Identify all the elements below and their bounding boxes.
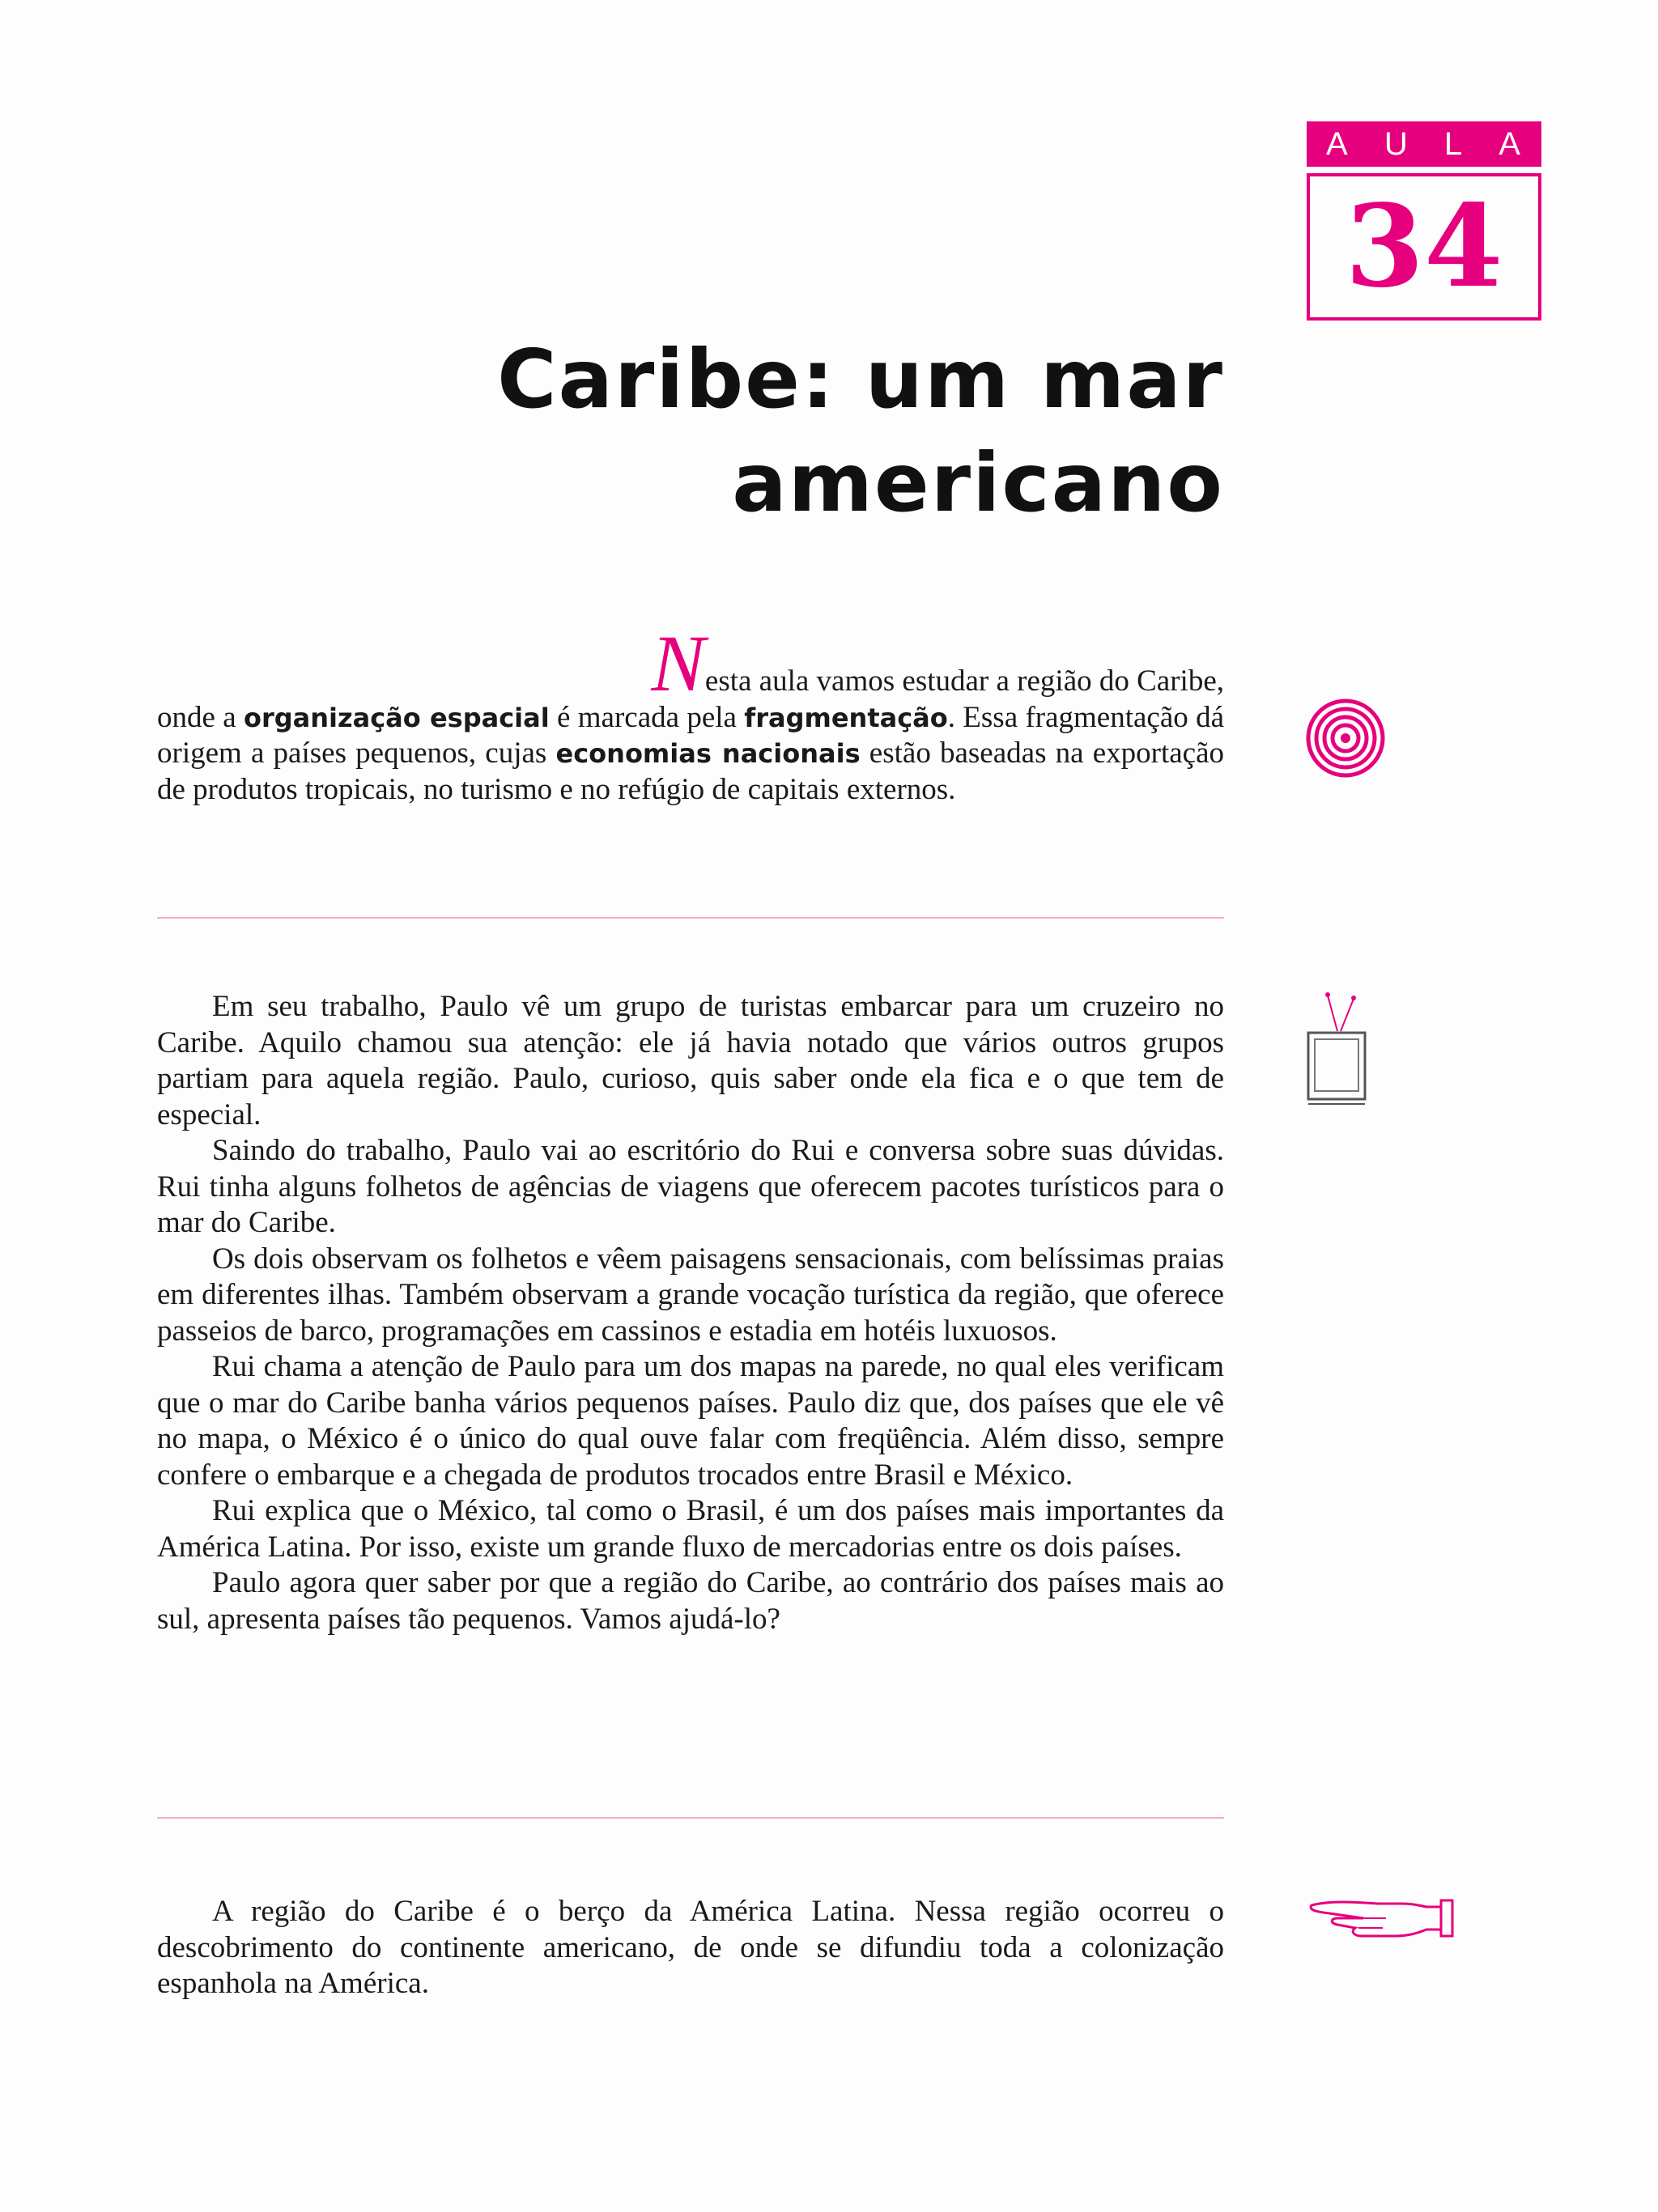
title-line-1: Caribe: um mar — [497, 332, 1224, 427]
intro-text: é marcada pela — [549, 700, 745, 734]
story-paragraph: Saindo do trabalho, Paulo vai ao escritório do Rui e conversa sobre suas dúvidas. Rui tinha alguns folhetos de agências de viagens que oferecem pacotes turísticos para o mar do Caribe. — [157, 1134, 1224, 1239]
section-divider — [157, 1817, 1224, 1819]
intro-paragraph — [157, 618, 1225, 808]
drop-cap: N — [651, 618, 705, 708]
pointing-hand-icon — [1305, 1894, 1467, 1942]
story-section — [157, 989, 1224, 1637]
keyword: fragmentação — [744, 702, 948, 733]
aula-letter: U — [1384, 125, 1409, 162]
intro-text: estão baseadas na exportação de produtos tropicais, no turismo e no refúgio de capitais externos. — [157, 737, 1225, 806]
keyword: economias nacionais — [555, 738, 861, 769]
story-paragraph: Em seu trabalho, Paulo vê um grupo de turistas embarcar para um cruzeiro no Caribe. Aquilo chamou sua atenção: ele já havia notado que vários outros grupos partiam para aquela região. Paulo, curioso, quis saber onde ela fica e o que tem de especial. — [157, 990, 1224, 1131]
intro-line-1: esta aula vamos estudar a região do Caribe, — [704, 664, 1224, 698]
intro-text: onde a — [157, 700, 244, 734]
story-paragraph: Rui chama a atenção de Paulo para um dos mapas na parede, no qual eles verificam que o mar do Caribe banha vários pequenos países. Paulo diz que, dos países que ele vê no mapa, o México é o único do qual ouve falar com freqüência. Além disso, sempre confere o embarque e a chegada de produtos trocados entre Brasil e México. — [157, 1350, 1224, 1492]
aula-letter: A — [1326, 125, 1350, 162]
intro-first-line — [157, 618, 1224, 708]
story-paragraph: Os dois observam os folhetos e vêem paisagens sensacionais, com belíssimas praias em diferentes ilhas. Também observam a grande vocação turística da região, que oferece passeios de barco, programações em cassinos e estadia em hotéis luxuosos. — [157, 1242, 1224, 1348]
aula-number: 34 — [1345, 180, 1503, 313]
closing-paragraph: A região do Caribe é o berço da América Latina. Nessa região ocorreu o descobrimento do continente americano, de onde se difundiu toda a colonização espanhola na América. — [157, 1895, 1224, 2000]
intro-body — [157, 700, 1224, 809]
closing-section — [157, 1894, 1224, 2002]
tv-icon — [1305, 989, 1370, 1119]
keyword: organização espacial — [243, 702, 550, 733]
aula-letter: L — [1443, 125, 1465, 162]
story-paragraph: Paulo agora quer saber por que a região do Caribe, ao contrário dos países mais ao sul, apresenta países tão pequenos. Vamos ajudá-lo? — [157, 1566, 1224, 1636]
aula-number-box — [1307, 173, 1541, 321]
target-icon — [1305, 698, 1386, 779]
title-line-2: americano — [732, 435, 1224, 530]
story-paragraph: Rui explica que o México, tal como o Brasil, é um dos países mais importantes da América Latina. Por isso, existe um grande fluxo de mercadorias entre os dois países. — [157, 1494, 1224, 1564]
page-title — [324, 328, 1224, 535]
aula-letter: A — [1499, 125, 1522, 162]
intro-text: . Essa fragmentação dá origem a países pequenos, cujas — [157, 700, 1224, 770]
aula-label — [1307, 121, 1541, 167]
section-divider — [157, 917, 1224, 919]
